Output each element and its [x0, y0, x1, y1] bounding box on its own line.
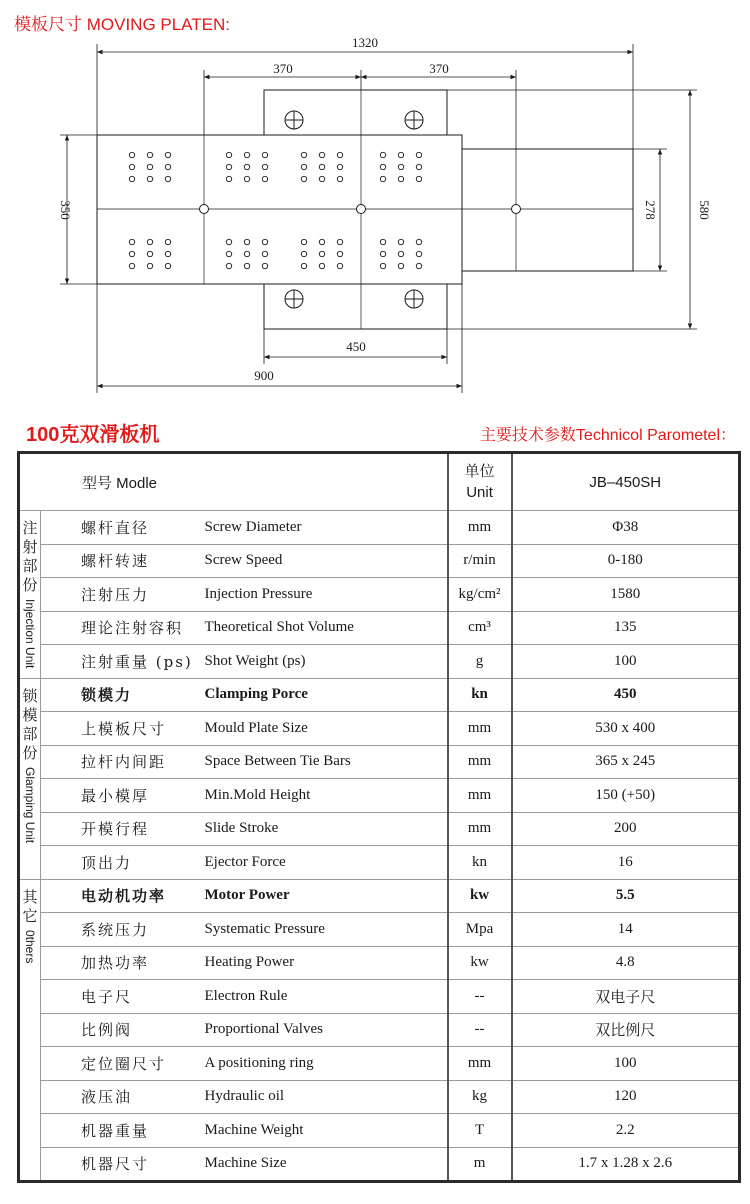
- table-row: [19, 1013, 740, 1047]
- table-row: [19, 1047, 740, 1081]
- dim-right-inner-height: 278: [643, 200, 658, 220]
- table-row: [19, 1114, 740, 1148]
- row-unit: --: [448, 980, 512, 1014]
- row-label-cn: 定位圈尺寸: [41, 1047, 205, 1081]
- dim-left-span: 370: [273, 61, 293, 76]
- row-value: 530 x 400: [512, 712, 740, 746]
- row-label-en: A positioning ring: [205, 1047, 448, 1081]
- row-unit: kg: [448, 1080, 512, 1114]
- row-unit: T: [448, 1114, 512, 1148]
- group-label-en: 0thers: [23, 929, 37, 963]
- group-label: [19, 511, 41, 679]
- row-value: 100: [512, 1047, 740, 1081]
- row-unit: mm: [448, 779, 512, 813]
- group-label: [19, 678, 41, 879]
- table-row: [19, 1080, 740, 1114]
- table-row: [19, 946, 740, 980]
- row-label-en: Heating Power: [205, 946, 448, 980]
- row-value: 365 x 245: [512, 745, 740, 779]
- row-label-cn: 锁模力: [41, 678, 205, 712]
- spec-table: [17, 451, 741, 1183]
- row-unit: r/min: [448, 544, 512, 578]
- row-label-en: Screw Speed: [205, 544, 448, 578]
- row-unit: mm: [448, 812, 512, 846]
- header-unit: [448, 453, 512, 511]
- row-label-en: Electron Rule: [205, 980, 448, 1014]
- row-label-en: Proportional Valves: [205, 1013, 448, 1047]
- table-row: [19, 712, 740, 746]
- row-label-cn: 拉杆内间距: [41, 745, 205, 779]
- row-value: 5.5: [512, 879, 740, 913]
- header-unit-en: Unit: [466, 484, 493, 501]
- row-unit: --: [448, 1013, 512, 1047]
- table-row: [19, 812, 740, 846]
- table-row: [19, 913, 740, 947]
- row-unit: mm: [448, 745, 512, 779]
- row-label-en: Systematic Pressure: [205, 913, 448, 947]
- row-label-cn: 螺杆直径: [41, 511, 205, 545]
- group-label-cn: 其它: [22, 887, 38, 925]
- table-row: [19, 678, 740, 712]
- row-label-cn: 最小模厚: [41, 779, 205, 813]
- table-row: [19, 1147, 740, 1182]
- row-value: 450: [512, 678, 740, 712]
- row-label-cn: 顶出力: [41, 846, 205, 880]
- row-label-en: Mould Plate Size: [205, 712, 448, 746]
- table-row: [19, 611, 740, 645]
- row-label-cn: 上模板尺寸: [41, 712, 205, 746]
- row-value: 双电子尺: [512, 980, 740, 1014]
- row-value: 1.7 x 1.28 x 2.6: [512, 1147, 740, 1182]
- diagram-title: 模板尺寸 MOVING PLATEN:: [14, 15, 230, 34]
- dim-right-span: 370: [429, 61, 449, 76]
- row-label-en: Min.Mold Height: [205, 779, 448, 813]
- row-unit: g: [448, 645, 512, 679]
- row-value: 14: [512, 913, 740, 947]
- table-row: [19, 980, 740, 1014]
- row-label-cn: 机器重量: [41, 1114, 205, 1148]
- row-value: 双比例尺: [512, 1013, 740, 1047]
- table-row: [19, 745, 740, 779]
- row-label-en: Hydraulic oil: [205, 1080, 448, 1114]
- row-value: 16: [512, 846, 740, 880]
- row-value: 2.2: [512, 1114, 740, 1148]
- row-label-cn: 理论注射容积: [41, 611, 205, 645]
- row-label-cn: 加热功率: [41, 946, 205, 980]
- row-unit: cm³: [448, 611, 512, 645]
- row-value: 135: [512, 611, 740, 645]
- dim-bottom-inner: 450: [346, 339, 366, 354]
- header-model-value: JB–450SH: [512, 453, 740, 511]
- row-unit: kn: [448, 678, 512, 712]
- row-unit: kw: [448, 879, 512, 913]
- row-label-cn: 开模行程: [41, 812, 205, 846]
- machine-title: 100克双滑板机: [26, 424, 160, 446]
- dim-total-width: 1320: [352, 35, 378, 50]
- row-value: 200: [512, 812, 740, 846]
- header-model-label: 型号 Modle: [19, 453, 448, 511]
- row-label-en: Theoretical Shot Volume: [205, 611, 448, 645]
- row-label-cn: 机器尺寸: [41, 1147, 205, 1182]
- row-unit: m: [448, 1147, 512, 1182]
- row-label-en: Machine Size: [205, 1147, 448, 1182]
- table-header-row: [19, 453, 740, 511]
- row-value: Φ38: [512, 511, 740, 545]
- row-unit: kw: [448, 946, 512, 980]
- group-label-cn: 锁模部份: [22, 686, 38, 762]
- row-value: 1580: [512, 578, 740, 612]
- row-unit: mm: [448, 1047, 512, 1081]
- row-value: 4.8: [512, 946, 740, 980]
- row-label-en: Ejector Force: [205, 846, 448, 880]
- row-label-cn: 液压油: [41, 1080, 205, 1114]
- row-unit: kn: [448, 846, 512, 880]
- row-label-en: Injection Pressure: [205, 578, 448, 612]
- row-label-en: Clamping Porce: [205, 678, 448, 712]
- table-row: [19, 511, 740, 545]
- group-label-cn: 注射部份: [22, 519, 38, 594]
- dim-right-outer-height: 580: [697, 200, 712, 220]
- row-label-en: Space Between Tie Bars: [205, 745, 448, 779]
- row-label-en: Slide Stroke: [205, 812, 448, 846]
- row-unit: kg/cm²: [448, 578, 512, 612]
- table-row: [19, 544, 740, 578]
- dim-left-height: 350: [58, 200, 73, 220]
- group-label-en: Injection Unit: [23, 599, 37, 669]
- row-unit: mm: [448, 511, 512, 545]
- row-label-cn: 系统压力: [41, 913, 205, 947]
- params-title: 主要技术参数Technicol Parometel：: [479, 427, 736, 444]
- table-row: [19, 578, 740, 612]
- row-value: 120: [512, 1080, 740, 1114]
- group-label: [19, 879, 41, 1182]
- row-label-cn: 注射重量 (ps): [41, 645, 205, 679]
- row-label-en: Screw Diameter: [205, 511, 448, 545]
- row-label-cn: 电子尺: [41, 980, 205, 1014]
- row-label-en: Shot Weight (ps): [205, 645, 448, 679]
- dim-bottom-outer: 900: [254, 368, 274, 383]
- moving-platen-drawing: [0, 0, 750, 400]
- header-unit-cn: 单位: [464, 463, 495, 480]
- table-row: [19, 779, 740, 813]
- row-unit: mm: [448, 712, 512, 746]
- row-value: 100: [512, 645, 740, 679]
- table-row: [19, 846, 740, 880]
- table-row: [19, 879, 740, 913]
- side-platen: [462, 149, 633, 271]
- row-unit: Mpa: [448, 913, 512, 947]
- row-label-en: Machine Weight: [205, 1114, 448, 1148]
- row-value: 150 (+50): [512, 779, 740, 813]
- row-label-cn: 电动机功率: [41, 879, 205, 913]
- row-label-cn: 注射压力: [41, 578, 205, 612]
- table-row: [19, 645, 740, 679]
- row-label-en: Motor Power: [205, 879, 448, 913]
- row-label-cn: 比例阀: [41, 1013, 205, 1047]
- row-value: 0-180: [512, 544, 740, 578]
- group-label-en: Glamping Unit: [23, 766, 37, 843]
- row-label-cn: 螺杆转速: [41, 544, 205, 578]
